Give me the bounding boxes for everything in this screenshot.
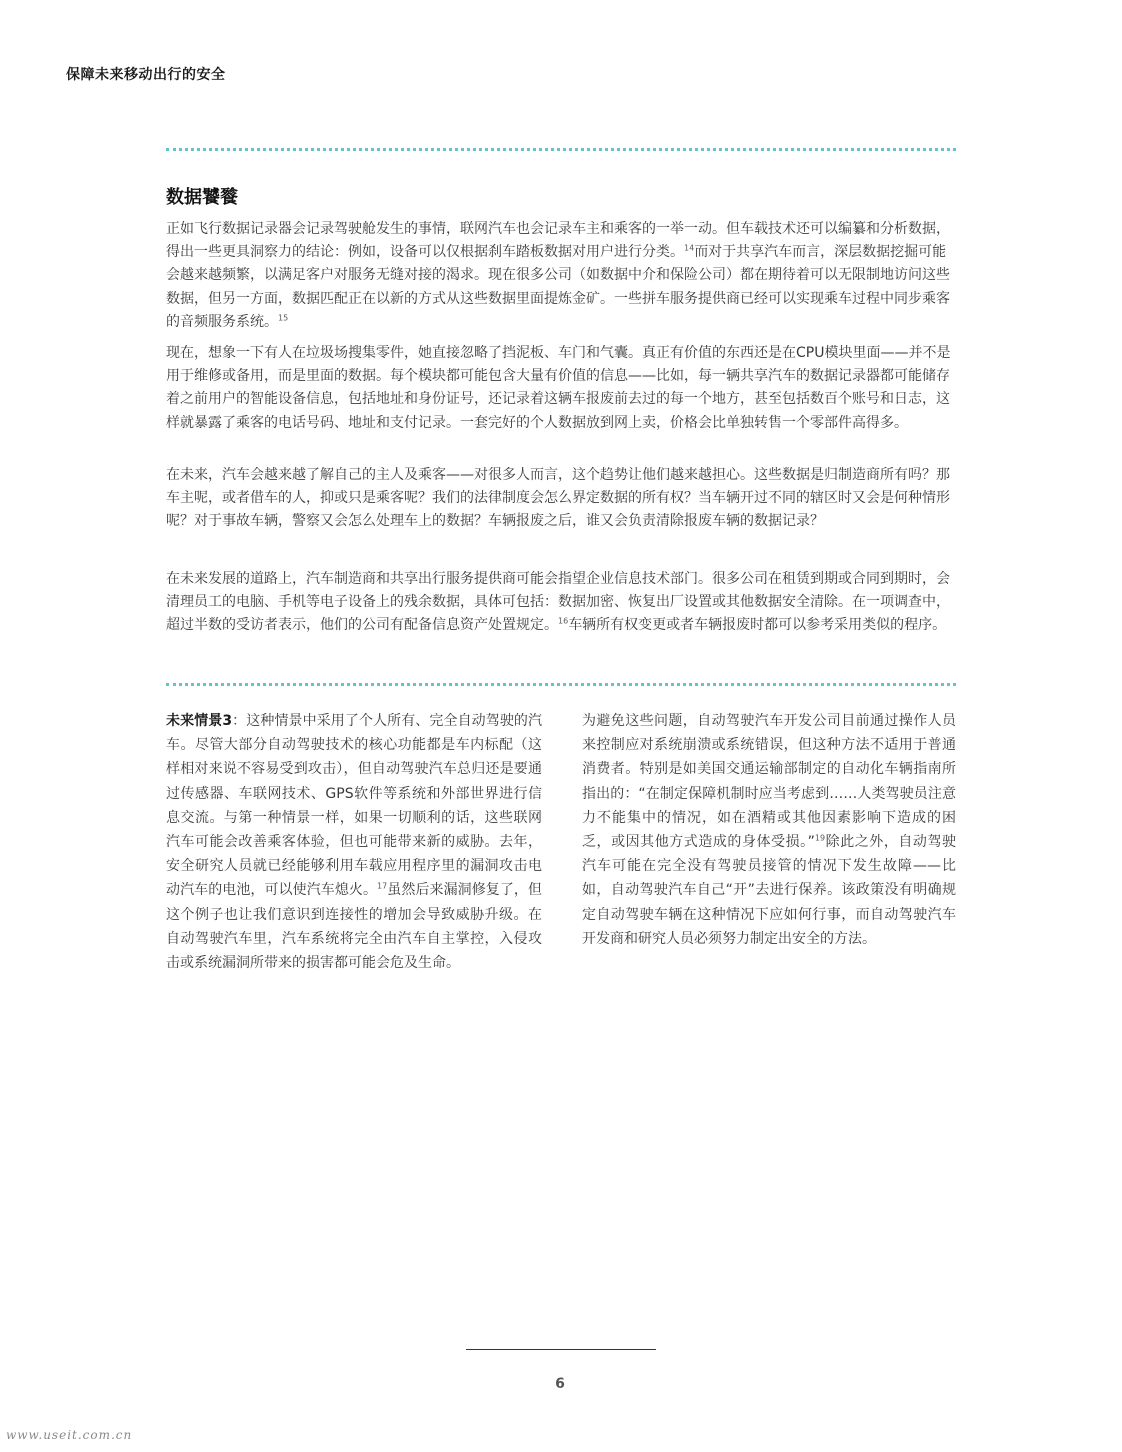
paragraph-1-text-a: 正如飞行数据记录器会记录驾驶舱发生的事情，联网汽车也会记录车主和乘客的一举一动。但车载技术还可以编纂和分析数据，得出一些更具洞察力的结论：例如，设备可以仅根据刹车踏板数据对用户进行分类。 bbox=[166, 221, 950, 261]
scenario-right-text-b: 除此之外，自动驾驶汽车可能在完全没有驾驶员接管的情况下发生故障——比如，自动驾驶汽车自己“开”去进行保养。该政策没有明确规定自动驾驶车辆在这种情况下应如何行事，而自动驾驶汽车开发商和研究人员必须努力制定出安全的方法。 bbox=[582, 834, 956, 947]
paragraph-4-text-a: 在未来发展的道路上，汽车制造商和共享出行服务提供商可能会指望企业信息技术部门。很多公司在租赁到期或合同到期时，会清理员工的电脑、手机等电子设备上的残余数据，具体可包括：数据加密、恢复出厂设置或其他数据安全清除。在一项调查中，超过半数的受访者表示，他们的公司有配备信息资产处置规定。 bbox=[166, 571, 950, 634]
paragraph-1-text-b: 而对于共享汽车而言，深层数据挖掘可能会越来越频繁，以满足客户对服务无缝对接的渴求。现在很多公司（如数据中介和保险公司）都在期待着可以无限制地访问这些数据，但另一方面，数据匹配正在以新的方式从这些数据里面提炼金矿。一些拼车服务提供商已经可以实现乘车过程中同步乘客的音频服务系统。 bbox=[166, 244, 950, 330]
scenario-left-column bbox=[166, 709, 542, 975]
footnote-ref-17[interactable]: 17 bbox=[377, 881, 388, 891]
paragraph-3: 在未来，汽车会越来越了解自己的主人及乘客——对很多人而言，这个趋势让他们越来越担心。这些数据是归制造商所有吗？那车主呢，或者借车的人，抑或只是乘客呢？我们的法律制度会怎么界定数据的所有权？当车辆开过不同的辖区时又会是何种情形呢？对于事故车辆，警察又会怎么处理车上的数据？车辆报废之后，谁又会负责清除报废车辆的数据记录？ bbox=[166, 467, 950, 530]
footnote-ref-15[interactable]: 15 bbox=[278, 313, 289, 323]
paragraph-4 bbox=[166, 568, 956, 638]
footnote-ref-16[interactable]: 16 bbox=[558, 616, 569, 626]
section-divider-top bbox=[166, 148, 956, 151]
footer-rule bbox=[466, 1349, 656, 1350]
scenario-lead: 未来情景3 bbox=[166, 713, 233, 729]
paragraph-2: 现在，想象一下有人在垃圾场搜集零件，她直接忽略了挡泥板、车门和气囊。真正有价值的东西还是在CPU模块里面——并不是用于维修或备用，而是里面的数据。每个模块都可能包含大量有价值的信息——比如，每一辆共享汽车的数据记录器都可能储存着之前用户的智能设备信息，包括地址和身份证号，还记录着这辆车报废前去过的每一个地方，甚至包括数百个账号和日志，这样就暴露了乘客的电话号码、地址和支付记录。一套完好的个人数据放到网上卖，价格会比单独转售一个零部件高得多。 bbox=[166, 345, 951, 431]
scenario-right-text-a: 为避免这些问题，自动驾驶汽车开发公司目前通过操作人员来控制应对系统崩溃或系统错误，但这种方法不适用于普通消费者。特别是如美国交通运输部制定的自动化车辆指南所指出的：“在制定保障机制时应当考虑到……人类驾驶员注意力不能集中的情况，如在酒精或其他因素影响下造成的困乏，或因其他方式造成的身体受损。” bbox=[582, 713, 956, 851]
scenario-left-text-a: ：这种情景中采用了个人所有、完全自动驾驶的汽车。尽管大部分自动驾驶技术的核心功能都是车内标配（这样相对来说不容易受到攻击），但自动驾驶汽车总归还是要通过传感器、车联网技术、GPS软件等系统和外部世界进行信息交流。与第一种情景一样，如果一切顺利的话，这些联网汽车可能会改善乘客体验，但也可能带来新的威胁。去年，安全研究人员就已经能够利用车载应用程序里的漏洞攻击电动汽车的电池，可以使汽车熄火。 bbox=[166, 713, 542, 899]
running-header: 保障未来移动出行的安全 bbox=[66, 67, 226, 83]
section-title: 数据饕餮 bbox=[166, 187, 238, 208]
paragraph-4-text-b: 车辆所有权变更或者车辆报废时都可以参考采用类似的程序。 bbox=[568, 617, 947, 634]
scenario-right-column bbox=[582, 709, 956, 951]
section-divider-middle bbox=[166, 683, 956, 686]
paragraph-1 bbox=[166, 218, 956, 334]
watermark: www.useit.com.cn bbox=[6, 1428, 133, 1442]
footnote-ref-14[interactable]: 14 bbox=[684, 243, 695, 253]
page-number: 6 bbox=[555, 1376, 565, 1392]
scenario-left-text-b: 虽然后来漏洞修复了，但这个例子也让我们意识到连接性的增加会导致威胁升级。在自动驾驶汽车里，汽车系统将完全由汽车自主掌控，入侵攻击或系统漏洞所带来的损害都可能会危及生命。 bbox=[166, 882, 543, 972]
footnote-ref-19[interactable]: 19 bbox=[814, 833, 826, 843]
